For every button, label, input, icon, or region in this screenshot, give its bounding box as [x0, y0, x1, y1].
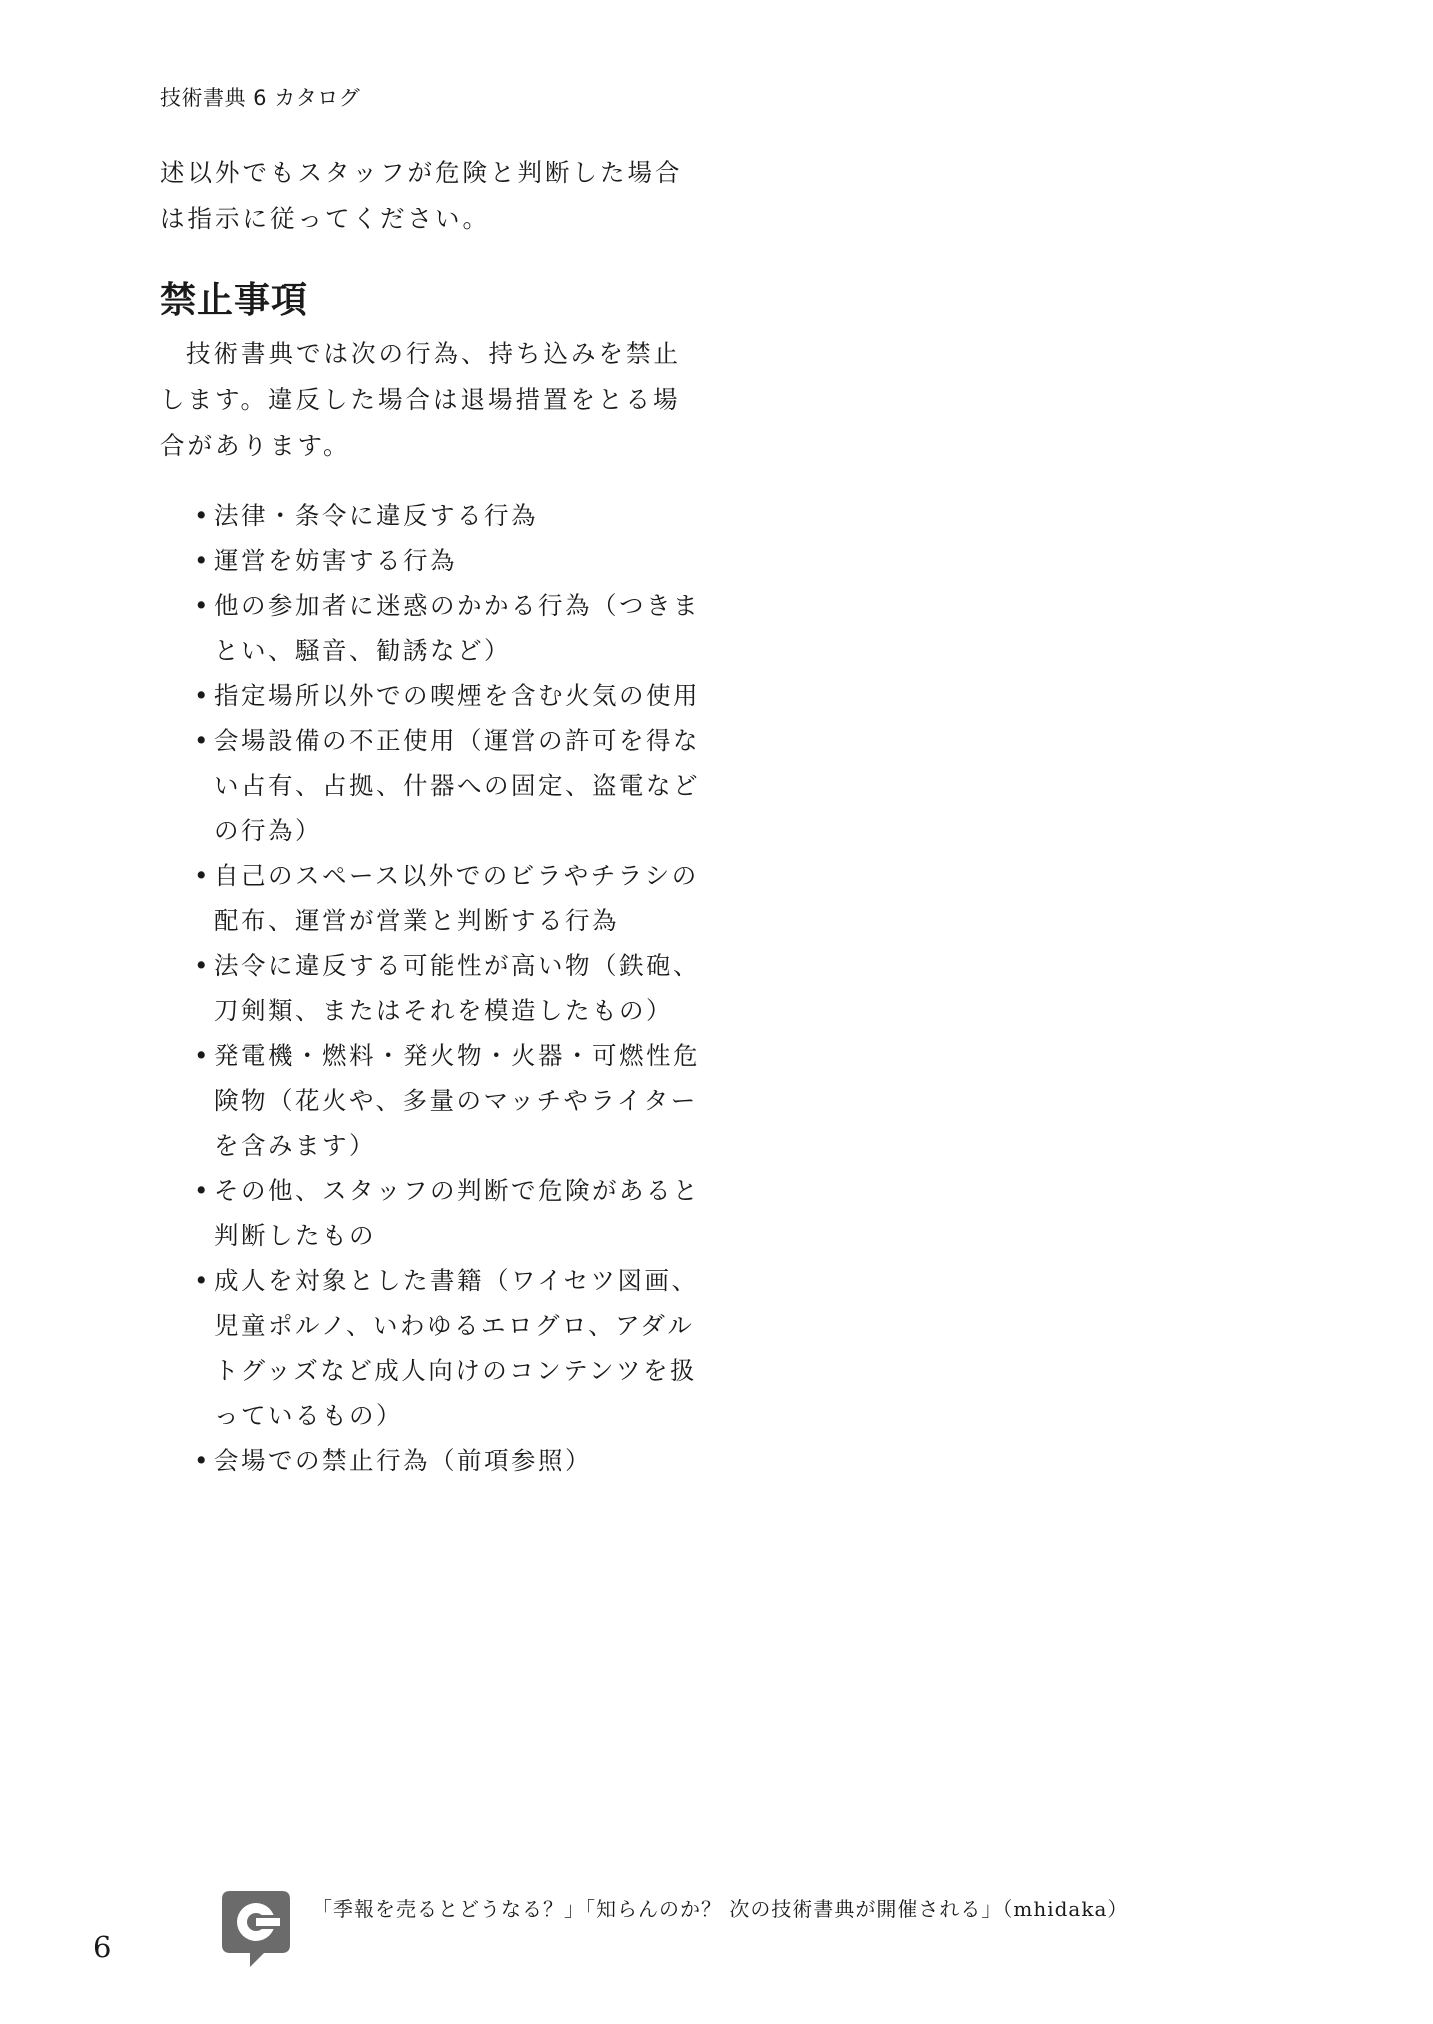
- list-item-text: その他、スタッフの判断で危険があると判断したもの: [214, 1176, 700, 1250]
- bullet-icon: •: [194, 726, 211, 755]
- list-item: [190, 1258, 700, 1438]
- list-item: [190, 1438, 700, 1483]
- list-item-text: 法律・条令に違反する行為: [214, 501, 538, 530]
- footer-quote: 「季報を売るとどうなる？」「知らんのか？ 次の技術書典が開催される」（mhidaka）: [312, 1897, 1129, 1921]
- list-item: [190, 1168, 700, 1258]
- bullet-icon: •: [194, 861, 211, 890]
- list-item-text: 会場での禁止行為（前項参照）: [214, 1446, 592, 1475]
- list-item: [190, 943, 700, 1033]
- list-item: [190, 493, 700, 538]
- bullet-icon: •: [194, 501, 211, 530]
- bullet-icon: •: [194, 1041, 211, 1070]
- list-item-text: 法令に違反する可能性が高い物（鉄砲、刀剣類、またはそれを模造したもの）: [214, 951, 700, 1025]
- list-item-text: 会場設備の不正使用（運営の許可を得ない占有、占拠、什器への固定、盗電などの行為）: [214, 726, 700, 845]
- list-item: [190, 718, 700, 853]
- list-item-text: 成人を対象とした書籍（ワイセツ図画、児童ポルノ、いわゆるエログロ、アダルトグッズなど成人向けのコンテンツを扱っているもの）: [214, 1266, 699, 1430]
- list-item: [190, 673, 700, 718]
- list-item-text: 運営を妨害する行為: [214, 546, 457, 575]
- bullet-icon: •: [194, 1176, 211, 1205]
- bullet-icon: •: [194, 1266, 211, 1295]
- page-number: 6: [93, 1930, 112, 1964]
- list-item: [190, 853, 700, 943]
- list-item: [190, 538, 700, 583]
- list-item-text: 他の参加者に迷惑のかかる行為（つきまとい、騒音、勧誘など）: [214, 591, 700, 665]
- bullet-icon: •: [194, 546, 211, 575]
- bullet-icon: •: [194, 681, 211, 710]
- intro-text: 述以外でもスタッフが危険と判断した場合は指示に従ってください。: [160, 158, 683, 233]
- bullet-icon: •: [194, 1446, 211, 1475]
- speech-bubble-c-logo-icon: [220, 1889, 292, 1969]
- list-item-text: 指定場所以外での喫煙を含む火気の使用: [214, 681, 700, 710]
- section-paragraph: 技術書典では次の行為、持ち込みを禁止します。違反した場合は退場措置をとる場合があります。: [160, 339, 681, 460]
- list-item: [190, 1033, 700, 1168]
- list-item-text: 自己のスペース以外でのビラやチラシの配布、運営が営業と判断する行為: [214, 861, 699, 935]
- section-heading: 禁止事項: [160, 280, 309, 321]
- bullet-icon: •: [194, 591, 211, 620]
- bullet-icon: •: [194, 951, 211, 980]
- list-item-text: 発電機・燃料・発火物・火器・可燃性危険物（花火や、多量のマッチやライターを含みます）: [214, 1041, 700, 1160]
- running-head: 技術書典 6 カタログ: [160, 86, 361, 110]
- prohibited-list: [190, 493, 700, 1483]
- list-item: [190, 583, 700, 673]
